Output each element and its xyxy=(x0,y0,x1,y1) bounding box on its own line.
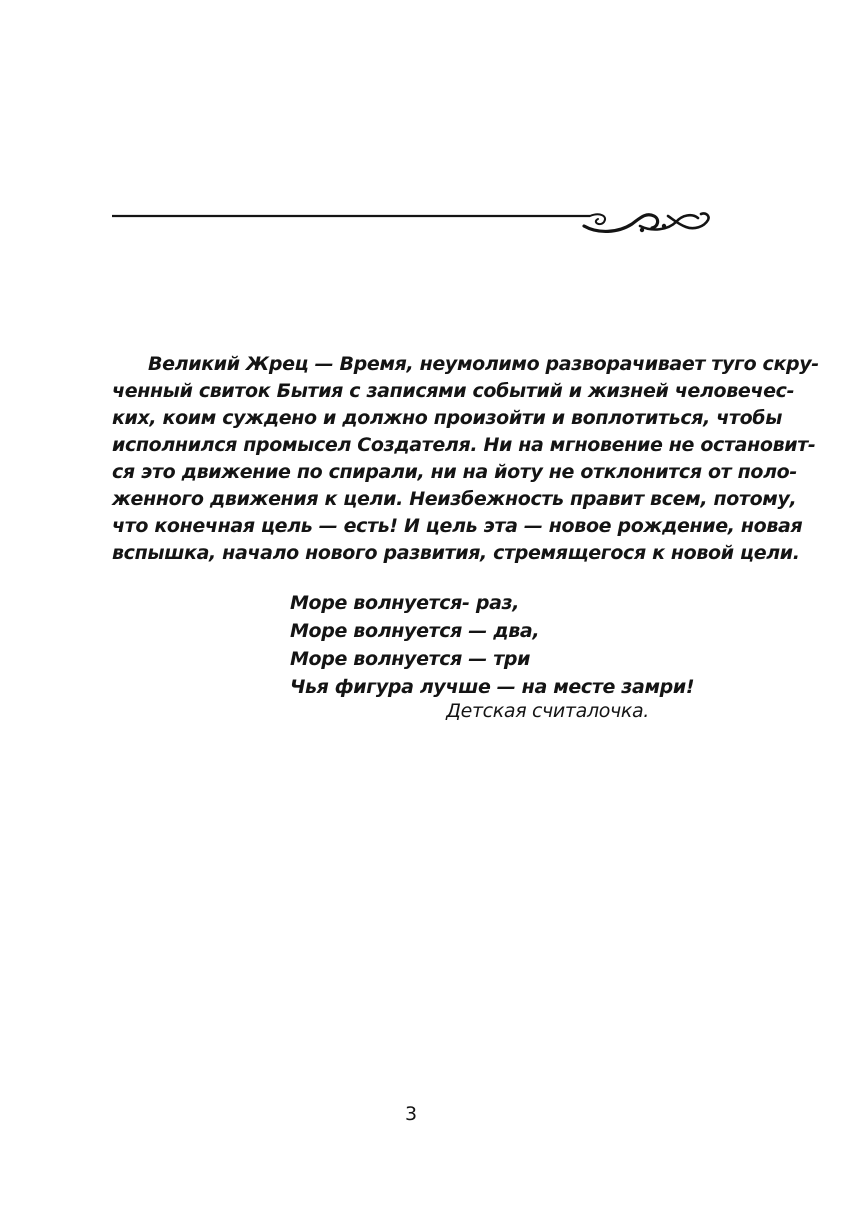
prologue-line: ся это движение по спирали, ни на йоту не отклонится от поло- xyxy=(112,461,797,483)
prologue-line: ченный свиток Бытия с записями событий и жизней человечес- xyxy=(112,380,795,402)
epigraph-attribution: Детская считалочка. xyxy=(446,700,649,722)
prologue-line: Великий Жрец — Время, неумолимо разворачивает туго скру- xyxy=(148,353,819,375)
prologue-line: женного движения к цели. Неизбежность правит всем, потому, xyxy=(112,488,797,510)
epigraph-verse xyxy=(290,589,694,701)
prologue-line: что конечная цель — есть! И цель эта — новое рождение, новая xyxy=(112,515,803,537)
verse-line: Море волнуется — два, xyxy=(290,620,540,642)
verse-line: Море волнуется- раз, xyxy=(290,592,520,614)
page-number: 3 xyxy=(404,1103,418,1125)
prologue-line: ких, коим суждено и должно произойти и воплотиться, чтобы xyxy=(112,407,783,429)
ornament-dot xyxy=(640,228,644,232)
header-ornament xyxy=(112,200,712,240)
verse-line: Море волнуется — три xyxy=(290,648,531,670)
prologue-paragraph xyxy=(112,351,819,567)
prologue-line: вспышка, начало нового развития, стремящегося к новой цели. xyxy=(112,542,800,564)
ornament-dot xyxy=(662,224,666,228)
swirl-flourish-icon xyxy=(112,200,712,240)
prologue-line: исполнился промысел Создателя. Ни на мгновение не остановит- xyxy=(112,434,816,456)
verse-line: Чья фигура лучше — на месте замри! xyxy=(290,676,695,698)
